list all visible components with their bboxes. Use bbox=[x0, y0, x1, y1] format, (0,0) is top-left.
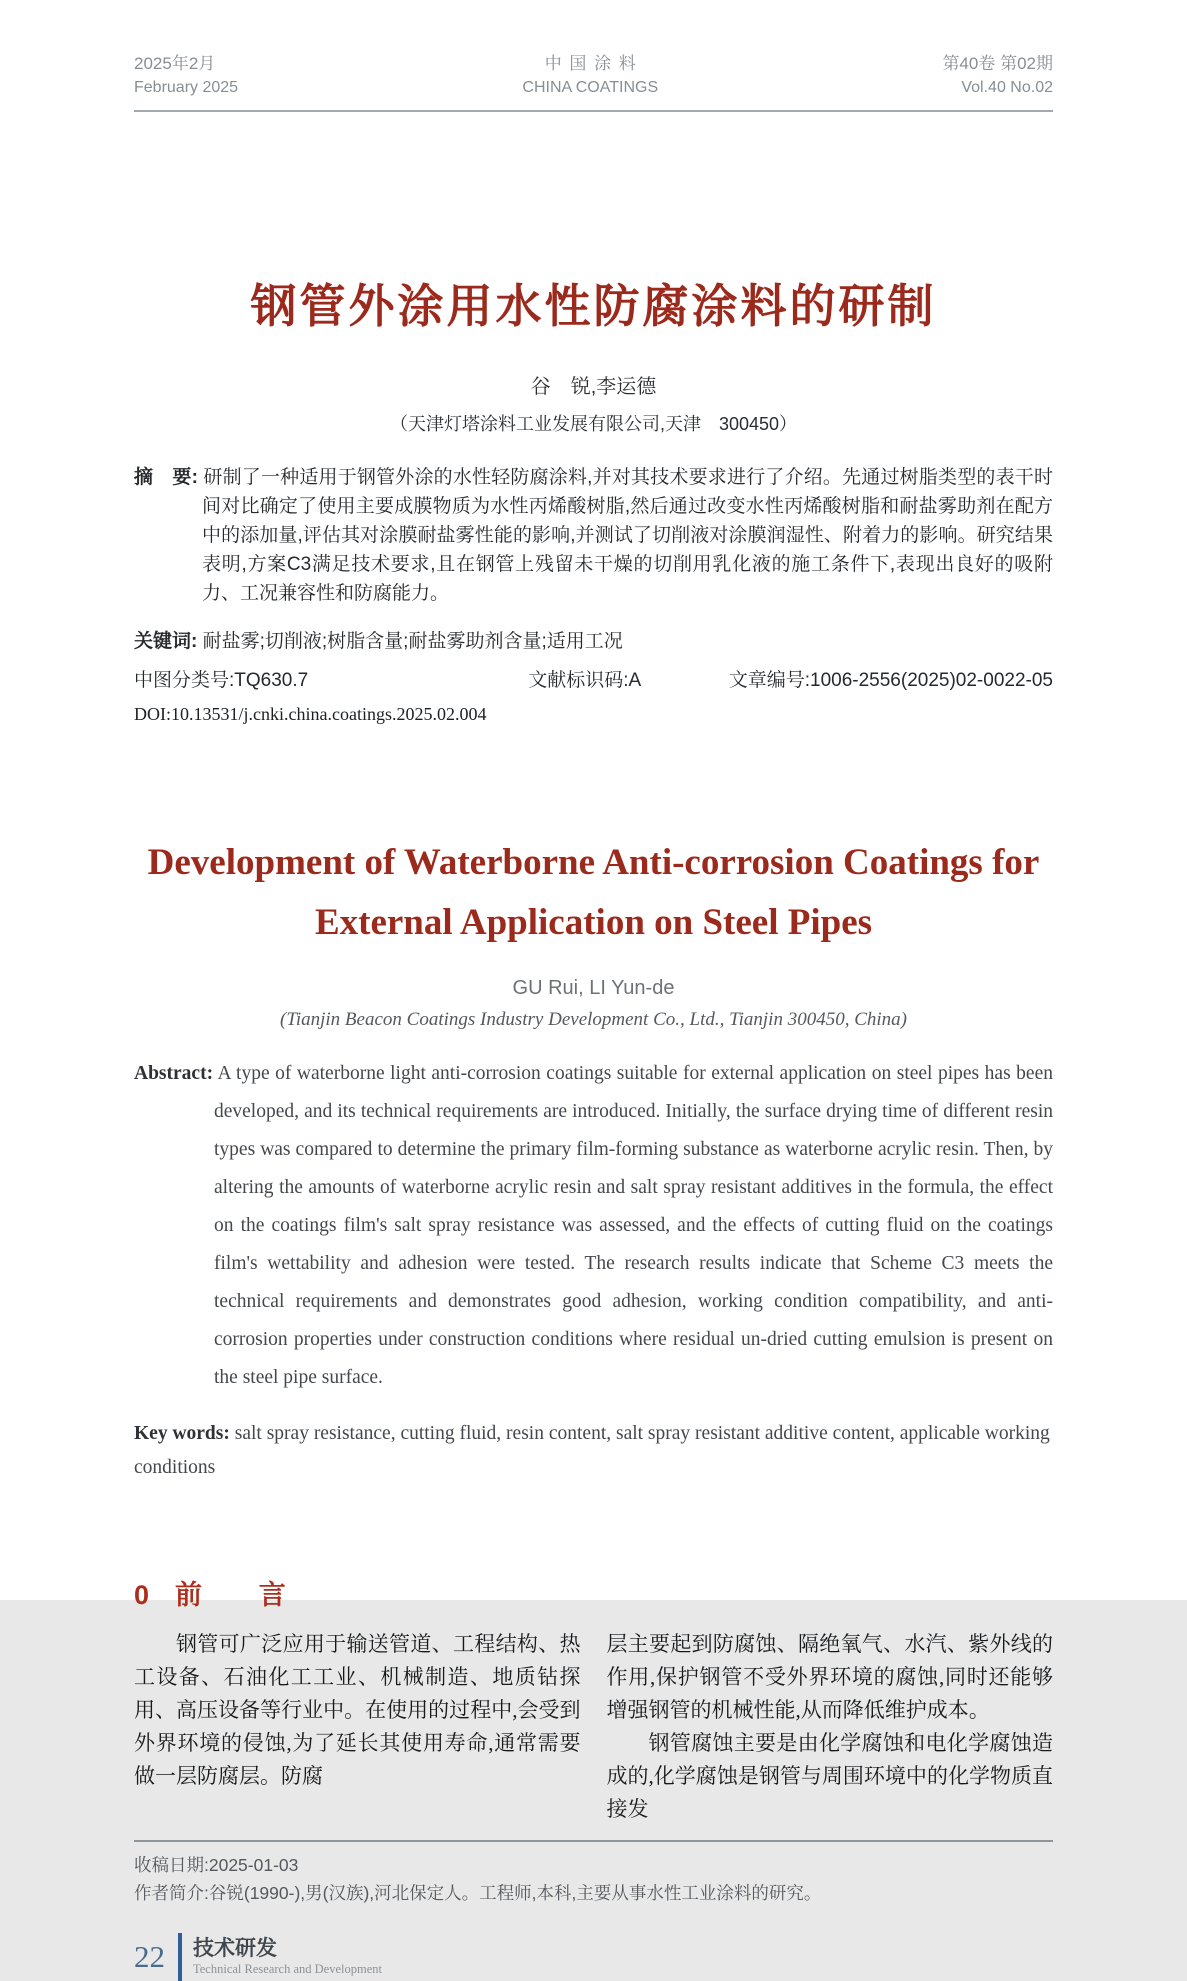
article-id-value: 1006-2556(2025)02-0022-05 bbox=[810, 670, 1053, 691]
body-paragraph: 钢管腐蚀主要是由化学腐蚀和电化学腐蚀造成的,化学腐蚀是钢管与周围环境中的化学物质直接发 bbox=[606, 1730, 1053, 1821]
keywords-text-en: salt spray resistance, cutting fluid, resin content, salt spray resistant additive content, applicable working conditions bbox=[134, 1422, 1050, 1478]
keywords-label-cn: 关键词: bbox=[134, 631, 198, 652]
article-id bbox=[729, 665, 1053, 692]
journal-name-en: CHINA COATINGS bbox=[522, 79, 659, 96]
masthead-issue-cn: 第40卷 第02期 bbox=[942, 54, 1053, 73]
masthead-journal-name bbox=[522, 52, 658, 100]
body-paragraph: 层主要起到防腐蚀、隔绝氧气、水汽、紫外线的作用,保护钢管不受外界环境的腐蚀,同时还能够增强钢管的机械性能,从而降低维护成本。 bbox=[606, 1631, 1053, 1722]
journal-masthead bbox=[134, 52, 1053, 112]
abstract-label-cn: 摘 要: bbox=[134, 467, 198, 488]
doi: DOI:10.13531/j.cnki.china.coatings.2025.02.004 bbox=[134, 704, 487, 724]
masthead-date-cn: 2025年2月 bbox=[134, 54, 216, 73]
keywords-label-en: Key words: bbox=[134, 1422, 230, 1444]
abstract-text-cn: 研制了一种适用于钢管外涂的水性轻防腐涂料,并对其技术要求进行了介绍。先通过树脂类型的表干时间对比确定了使用主要成膜物质为水性丙烯酸树脂,然后通过改变水性丙烯酸树脂和耐盐雾助剂在配方中的添加量,评估其对涂膜耐盐雾性能的影响,并测试了切削液对涂膜润湿性、附着力的影响。研究结果表明,方案C3满足技术要求,且在钢管上残留未干燥的切削用乳化液的施工条件下,表现出良好的吸附力、工况兼容性和防腐能力。 bbox=[202, 467, 1053, 604]
article-title-en bbox=[134, 833, 1053, 953]
journal-name-cn: 中国涂料 bbox=[544, 54, 644, 73]
abstract-text-en: A type of waterborne light anti-corrosion coatings suitable for external application on steel pipes has been developed, and its technical requirements are introduced. Initially, the surface drying time of different resin types was compared to determine the primary film-forming substance as waterborne acrylic resin. Then, by altering the amounts of waterborne acrylic resin and salt spray resistant additives in the formula, the effect on the coatings film's salt spray resistance was assessed, and the effects of cutting fluid on the coatings film's wettability and adhesion were tested. The research results indicate that Scheme C3 meets the technical requirements and demonstrates good adhesion, working condition compatibility, and anti-corrosion properties under construction conditions where residual un-dried cutting emulsion is present on the steel pipe surface. bbox=[214, 1063, 1053, 1388]
keywords-cn bbox=[134, 627, 1053, 656]
footnote bbox=[134, 1840, 1053, 1907]
received-date: 收稿日期:2025-01-03 bbox=[134, 1854, 299, 1875]
author-bio: 作者简介:谷锐(1990-),男(汉族),河北保定人。工程师,本科,主要从事水性工业涂料的研究。 bbox=[134, 1882, 822, 1903]
body-paragraph: 钢管可广泛应用于输送管道、工程结构、热工设备、石油化工工业、机械制造、地质钻探用、高压设备等行业中。在使用的过程中,会受到外界环境的侵蚀,为了延长其使用寿命,通常需要做一层防腐层。防腐 bbox=[134, 1631, 581, 1788]
masthead-issue-en: Vol.40 No.02 bbox=[961, 79, 1053, 96]
body-column-left bbox=[134, 1628, 581, 1826]
article-title-cn: 钢管外涂用水性防腐涂料的研制 bbox=[250, 280, 937, 332]
document-code bbox=[528, 665, 641, 692]
footer-divider-bar bbox=[178, 1933, 182, 1981]
clc-number bbox=[134, 665, 308, 692]
section-title: 前 言 bbox=[175, 1579, 301, 1610]
article-title-en-line2: External Application on Steel Pipes bbox=[314, 902, 873, 943]
keywords-text-cn: 耐盐雾;切削液;树脂含量;耐盐雾助剂含量;适用工况 bbox=[202, 631, 623, 652]
masthead-date bbox=[134, 52, 238, 100]
article-title-en-line1: Development of Waterborne Anti-corrosion Coatings for bbox=[147, 842, 1040, 883]
article-id-label: 文章编号: bbox=[728, 670, 811, 691]
footer-column-en: Technical Research and Development bbox=[193, 1961, 382, 1976]
footer-column-cn: 技术研发 bbox=[193, 1936, 277, 1960]
footer-column-block bbox=[193, 1937, 382, 1977]
section-number: 0 bbox=[134, 1579, 150, 1610]
classification-row bbox=[134, 665, 1053, 692]
masthead-issue bbox=[942, 52, 1053, 100]
clc-value: TQ630.7 bbox=[234, 670, 309, 691]
keywords-en bbox=[134, 1417, 1053, 1485]
document-code-value: A bbox=[628, 670, 642, 691]
affiliation-en: (Tianjin Beacon Coatings Industry Development Co., Ltd., Tianjin 300450, China) bbox=[280, 1009, 907, 1030]
abstract-cn bbox=[134, 463, 1053, 608]
body-columns bbox=[134, 1628, 1053, 1826]
authors-cn: 谷 锐,李运德 bbox=[530, 376, 657, 398]
masthead-date-en: February 2025 bbox=[134, 79, 239, 96]
body-column-right bbox=[607, 1628, 1054, 1826]
document-code-label: 文献标识码: bbox=[528, 670, 629, 691]
page-number: 22 bbox=[134, 1938, 165, 1974]
section-heading-preface bbox=[134, 1573, 1053, 1612]
affiliation-cn: （天津灯塔涂料工业发展有限公司,天津 300450） bbox=[389, 414, 798, 434]
page-footer bbox=[134, 1933, 1053, 1981]
abstract-en bbox=[134, 1055, 1053, 1397]
authors-en: GU Rui, LI Yun-de bbox=[512, 977, 675, 999]
clc-label: 中图分类号: bbox=[134, 670, 235, 691]
abstract-label-en: Abstract: bbox=[134, 1063, 214, 1084]
